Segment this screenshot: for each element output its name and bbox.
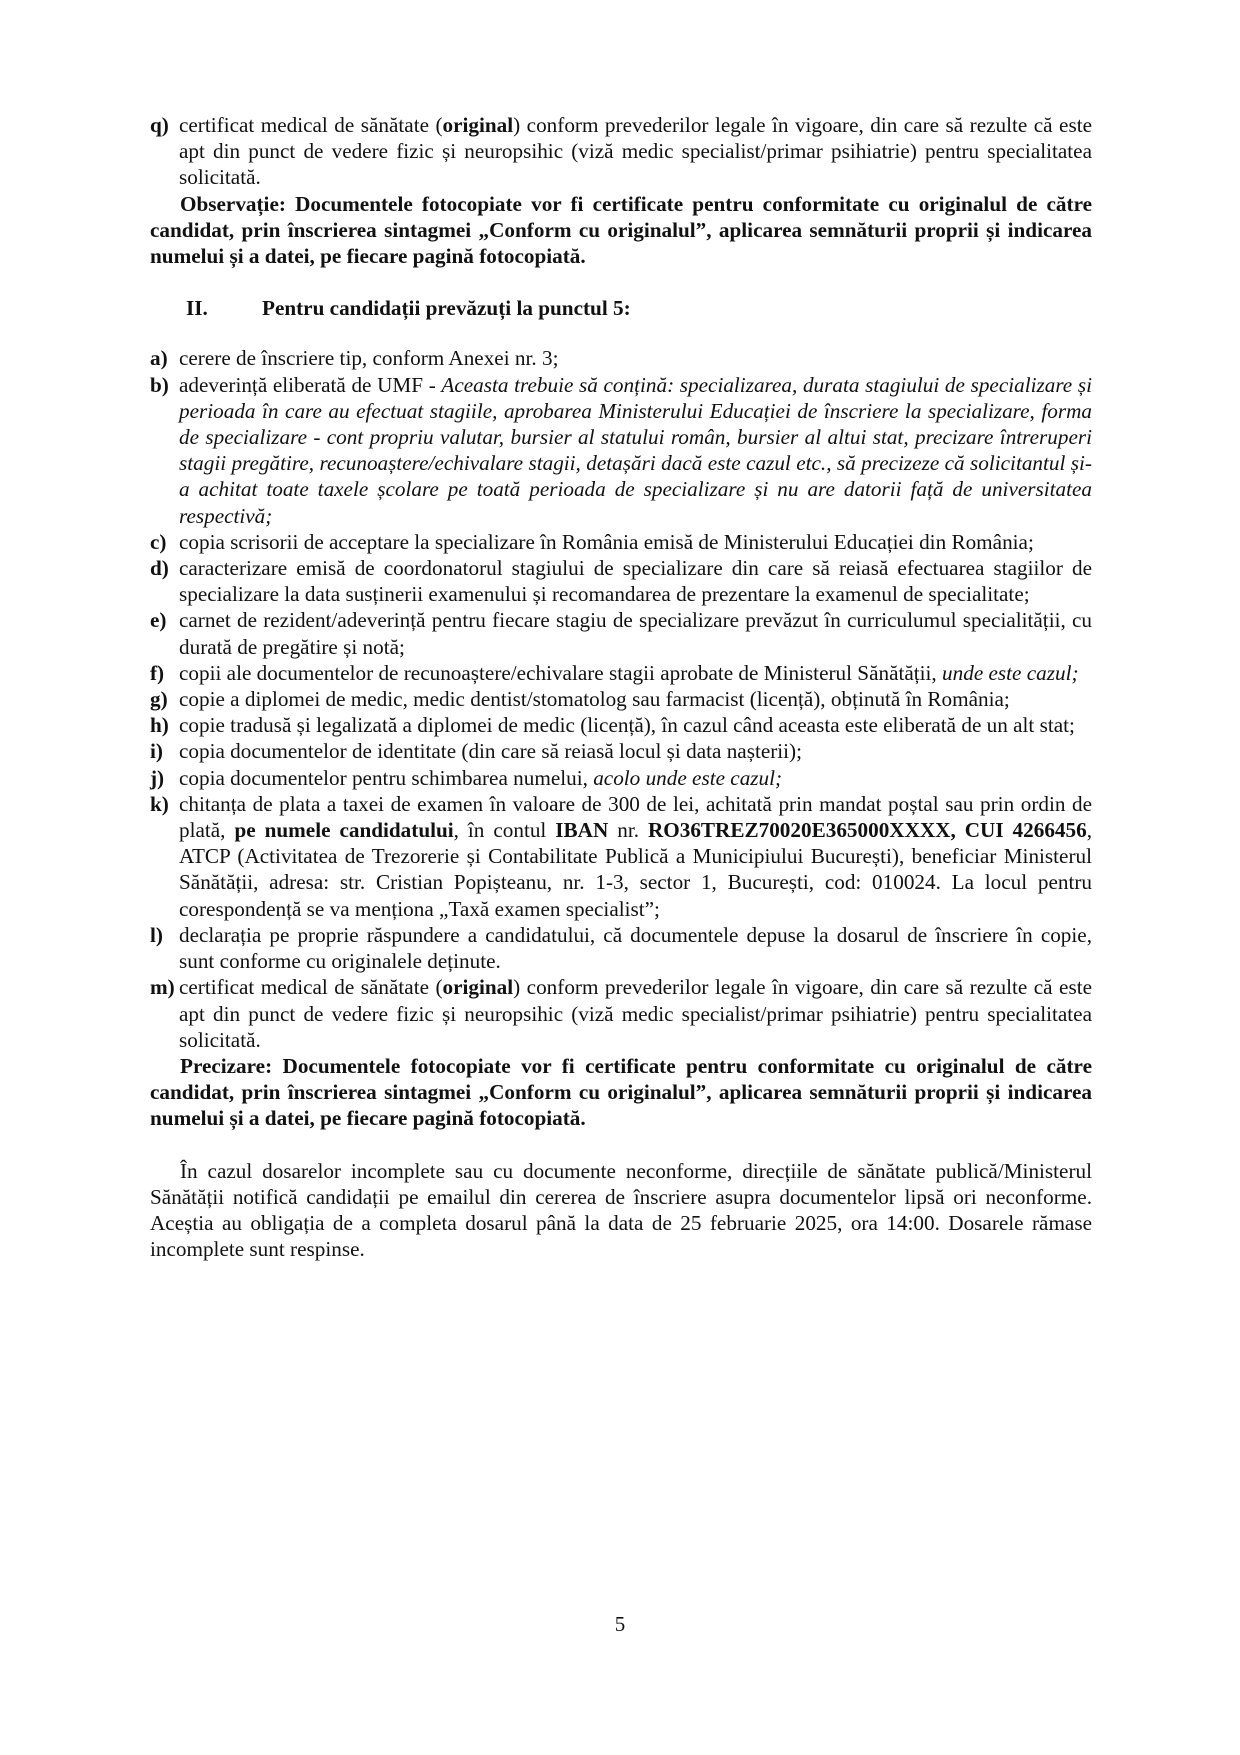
item-marker: i): [150, 739, 163, 764]
item-marker: d): [150, 556, 169, 581]
item-text: caracterizare emisă de coordonatorul stagiului de specializare din care să reiasă efectuarea stagiilor de specializare la data susținerii examenului și recomandarea de prezentare la examenul de specialitate;: [179, 556, 1092, 607]
closing-paragraph: În cazul dosarelor incomplete sau cu documente neconforme, direcțiile de sănătate publică/Ministerul Sănătății notifică candidații pe emailul din cererea de înscriere asupra documentelor lipsă ori neconforme. Aceștia au obligația de a completa dosarul până la data de 25 februarie 2025, ora 14:00. Dosarele rămase incomplete sunt respinse.: [150, 1158, 1092, 1262]
item-text: ) conform prevederilor legale în vigoare, din care să rezulte că este apt din punct de vedere fizic și neuropsihic (viză medic specialist/primar psihiatrie) pentru specialitatea solicitată.: [179, 975, 1092, 1052]
item-text: ) conform prevederilor legale în vigoare, din care să rezulte că este apt din punct de vedere fizic și neuropsihic (viză medic specialist/primar psihiatrie) pentru specialitatea solicitată.: [179, 113, 1092, 190]
list-item-d: [150, 555, 1092, 607]
item-text: chitanța de plata a taxei de examen în valoare de 300 de lei, achitată prin mandat poștal sau prin ordin de plată,: [179, 791, 1092, 843]
item-text: copia documentelor pentru schimbarea numelui,: [179, 765, 594, 790]
list-item-e: [150, 607, 1092, 659]
item-text: nr.: [608, 818, 648, 843]
list-item-k: [150, 791, 1092, 922]
list-item-f: [150, 660, 1092, 686]
item-text: copie a diplomei de medic, medic dentist/stomatolog sau farmacist (licență), obținută în România;: [179, 687, 1010, 712]
item-text: , în contul: [453, 818, 556, 843]
list-item-q: [150, 112, 1092, 191]
item-text: copie tradusă și legalizată a diplomei de medic (licență), în cazul când aceasta este eliberată de un alt stat;: [179, 713, 1075, 738]
item-text: cerere de înscriere tip, conform Anexei nr. 3;: [179, 346, 559, 371]
observation-note: Observație: Documentele fotocopiate vor fi certificate pentru conformitate cu originalul de către candidat, prin înscrierea sintagmei „Conform cu originalul”, aplicarea semnăturii proprii și indicarea numelui și a datei, pe fiecare pagină fotocopiată.: [150, 191, 1092, 269]
item-marker: f): [150, 660, 165, 685]
item-marker: b): [150, 372, 169, 397]
item-text: adeverință eliberată de UMF -: [179, 372, 442, 397]
item-italic-text: Aceasta trebuie să conțină: specializarea, durata stagiului de specializare și perioada în care au efectuat stagiile, aprobarea Ministerului Educației de înscriere la specializare, forma de specializare - cont propriu valutar, bursier al statului român, bursier al altui stat, precizare întreruperi stagii pregătire, recunoaștere/echivalare stagii, detașări dacă este cazul etc., să precizeze că solicitantul și-a achitat toate taxele școlare pe toată perioada de specializare și nu are datorii față de universitatea respectivă;: [179, 372, 1092, 528]
item-text: certificat medical de sănătate (: [179, 975, 443, 1000]
page-number: 5: [614, 1612, 626, 1636]
item-text: copia scrisorii de acceptare la specializare în România emisă de Ministerului Educației din România;: [179, 529, 1034, 554]
item-text: copii ale documentelor de recunoaștere/echivalare stagii aprobate de Ministerul Sănătății,: [179, 660, 943, 685]
precizare-note: Precizare: Documentele fotocopiate vor fi certificate pentru conformitate cu originalul de către candidat, prin înscrierea sintagmei „Conform cu originalul”, aplicarea semnăturii proprii și indicarea numelui și a datei, pe fiecare pagină fotocopiată.: [150, 1053, 1092, 1131]
item-marker: m): [150, 975, 175, 1000]
item-bold-text: original: [442, 975, 514, 1000]
list-item-m: [150, 974, 1092, 1053]
item-text: declarația pe proprie răspundere a candidatului, că documentele depuse la dosarul de înscriere în copie, sunt conforme cu originalele deținute.: [179, 922, 1092, 974]
list-item-b: [150, 372, 1092, 529]
item-marker: e): [150, 608, 167, 633]
section-number: II.: [186, 296, 208, 321]
section-title: Pentru candidații prevăzuți la punctul 5:: [262, 296, 631, 321]
item-text: carnet de rezident/adeverință pentru fiecare stagiu de specializare prevăzut în curriculumul specialității, cu durată de pregătire și notă;: [179, 608, 1092, 659]
item-marker: l): [150, 922, 163, 947]
item-bold-text: IBAN: [555, 818, 609, 843]
item-italic-text: unde este cazul;: [942, 660, 1079, 685]
item-bold-text: pe numele candidatului: [234, 818, 454, 843]
list-item-h: [150, 712, 1092, 738]
iban-cui-text: RO36TREZ70020E365000XXXX, CUI 4266456: [647, 818, 1087, 843]
list-item-j: [150, 765, 1092, 791]
list-item-i: [150, 738, 1092, 764]
list-item-g: [150, 686, 1092, 712]
item-text: certificat medical de sănătate (: [179, 113, 443, 137]
item-marker: q): [150, 113, 169, 137]
item-italic-text: acolo unde este cazul;: [593, 765, 783, 790]
list-item-a: [150, 345, 1092, 371]
list-item-c: [150, 529, 1092, 555]
item-bold-text: original: [442, 113, 514, 137]
item-marker: c): [150, 529, 167, 554]
item-text: copia documentelor de identitate (din care să reiasă locul și data nașterii);: [179, 739, 803, 764]
section-heading: [150, 295, 1092, 321]
item-marker: j): [150, 765, 165, 790]
item-marker: h): [150, 713, 169, 738]
item-marker: k): [150, 791, 169, 816]
item-text: , ATCP (Activitatea de Trezorerie și Contabilitate Publică a Municipiului București), beneficiar Ministerul Sănătății, adresa: str. Cristian Popișteanu, nr. 1-3, sector 1, București, cod: 010024. La locul pentru corespondență se va menționa „Taxă examen specialist”;: [179, 818, 1092, 921]
list-item-l: [150, 922, 1092, 974]
item-marker: a): [150, 346, 168, 371]
item-marker: g): [150, 687, 168, 712]
document-page: [150, 112, 1092, 1262]
